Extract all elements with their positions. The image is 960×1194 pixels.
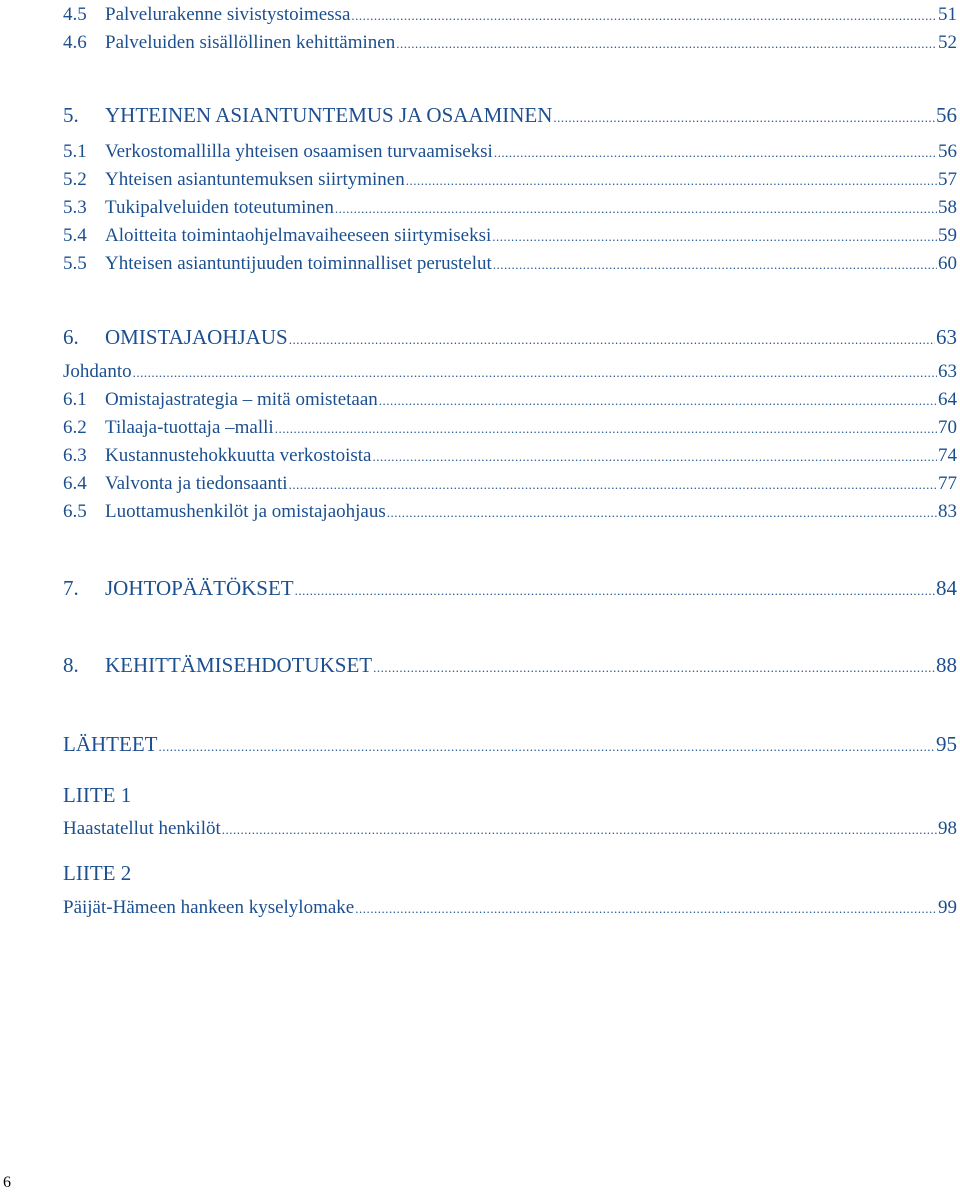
dot-leader bbox=[289, 477, 937, 493]
dot-leader bbox=[553, 110, 935, 126]
toc-heading-7[interactable] bbox=[63, 576, 957, 601]
entry-number: 5.2 bbox=[63, 169, 87, 190]
heading-title: KEHITTÄMISEHDOTUKSET bbox=[105, 653, 373, 677]
dot-leader bbox=[158, 739, 935, 755]
entry-number: 6.1 bbox=[63, 389, 87, 410]
entry-title: Tukipalveluiden toteutuminen bbox=[105, 197, 334, 218]
toc-entry-6-1[interactable] bbox=[63, 389, 957, 411]
toc-entry-6-3[interactable] bbox=[63, 445, 957, 467]
heading-number: 8. bbox=[63, 653, 79, 677]
entry-title: Päijät-Hämeen hankeen kyselylomake bbox=[63, 897, 355, 918]
entry-page: 51 bbox=[938, 4, 957, 25]
dot-leader bbox=[373, 449, 938, 465]
dot-leader bbox=[222, 822, 937, 838]
toc-entry-5-5[interactable] bbox=[63, 253, 957, 275]
entry-title: Yhteisen asiantuntijuuden toiminnalliset perustelut bbox=[105, 253, 492, 274]
dot-leader bbox=[379, 393, 937, 409]
entry-page: 64 bbox=[938, 389, 957, 410]
heading-title: OMISTAJAOHJAUS bbox=[105, 325, 288, 349]
entry-number: 6.5 bbox=[63, 501, 87, 522]
toc-entry-5-2[interactable] bbox=[63, 169, 957, 191]
entry-title: Luottamushenkilöt ja omistajaohjaus bbox=[105, 501, 386, 522]
heading-page: 56 bbox=[936, 103, 957, 127]
toc-entry-appendix-2[interactable] bbox=[63, 897, 957, 919]
entry-title: Valvonta ja tiedonsaanti bbox=[105, 473, 288, 494]
dot-leader bbox=[335, 201, 937, 217]
heading-page: 88 bbox=[936, 653, 957, 677]
entry-number: 6.3 bbox=[63, 445, 87, 466]
entry-title: Haastatellut henkilöt bbox=[63, 818, 221, 839]
entry-page: 59 bbox=[938, 225, 957, 246]
toc-entry-appendix-1[interactable] bbox=[63, 818, 957, 840]
toc-entry-johdanto[interactable] bbox=[63, 361, 957, 383]
heading-page: 63 bbox=[936, 325, 957, 349]
dot-leader bbox=[387, 505, 937, 521]
entry-number: 6.4 bbox=[63, 473, 87, 494]
toc-entry-5-3[interactable] bbox=[63, 197, 957, 219]
dot-leader bbox=[289, 332, 935, 348]
entry-page: 70 bbox=[938, 417, 957, 438]
heading-title: YHTEINEN ASIANTUNTEMUS JA OSAAMINEN bbox=[105, 103, 553, 127]
toc-entry-6-5[interactable] bbox=[63, 501, 957, 523]
dot-leader bbox=[373, 660, 935, 676]
dot-leader bbox=[493, 257, 937, 273]
entry-page: 57 bbox=[938, 169, 957, 190]
entry-page: 52 bbox=[938, 32, 957, 53]
entry-title: Omistajastrategia – mitä omistetaan bbox=[105, 389, 378, 410]
toc-entry-5-4[interactable] bbox=[63, 225, 957, 247]
entry-page: 98 bbox=[938, 818, 957, 839]
entry-page: 56 bbox=[938, 141, 957, 162]
dot-leader bbox=[492, 229, 937, 245]
heading-title: LÄHTEET bbox=[63, 732, 158, 756]
page-number: 6 bbox=[3, 1174, 11, 1191]
toc-entry-6-2[interactable] bbox=[63, 417, 957, 439]
appendix-1-label: LIITE 1 bbox=[63, 783, 132, 807]
entry-title: Aloitteita toimintaohjelmavaiheeseen siirtymiseksi bbox=[105, 225, 492, 246]
heading-page: 84 bbox=[936, 576, 957, 600]
entry-page: 58 bbox=[938, 197, 957, 218]
entry-title: Tilaaja-tuottaja –malli bbox=[105, 417, 274, 438]
entry-number: 4.5 bbox=[63, 4, 87, 25]
dot-leader bbox=[351, 8, 937, 24]
toc-heading-8[interactable] bbox=[63, 653, 957, 678]
entry-page: 83 bbox=[938, 501, 957, 522]
toc-entry-6-4[interactable] bbox=[63, 473, 957, 495]
entry-number: 5.1 bbox=[63, 141, 87, 162]
entry-title: Verkostomallilla yhteisen osaamisen turvaamiseksi bbox=[105, 141, 493, 162]
entry-title: Yhteisen asiantuntemuksen siirtyminen bbox=[105, 169, 405, 190]
dot-leader bbox=[494, 145, 937, 161]
dot-leader bbox=[406, 173, 937, 189]
entry-title: Palveluiden sisällöllinen kehittäminen bbox=[105, 32, 396, 53]
entry-title: Palvelurakenne sivistystoimessa bbox=[105, 4, 351, 25]
heading-number: 7. bbox=[63, 576, 79, 600]
toc-entry-4-5[interactable] bbox=[63, 4, 957, 26]
entry-number: 5.3 bbox=[63, 197, 87, 218]
heading-number: 5. bbox=[63, 103, 79, 127]
dot-leader bbox=[355, 901, 937, 917]
heading-page: 95 bbox=[936, 732, 957, 756]
toc-heading-5[interactable] bbox=[63, 103, 957, 128]
toc-heading-6[interactable] bbox=[63, 325, 957, 350]
entry-number: 5.4 bbox=[63, 225, 87, 246]
toc-entry-5-1[interactable] bbox=[63, 141, 957, 163]
toc-entry-4-6[interactable] bbox=[63, 32, 957, 54]
dot-leader bbox=[396, 36, 937, 52]
entry-title: Johdanto bbox=[63, 361, 132, 382]
entry-page: 60 bbox=[938, 253, 957, 274]
entry-number: 6.2 bbox=[63, 417, 87, 438]
entry-page: 99 bbox=[938, 897, 957, 918]
entry-page: 63 bbox=[938, 361, 957, 382]
entry-number: 5.5 bbox=[63, 253, 87, 274]
dot-leader bbox=[295, 583, 935, 599]
toc-heading-sources[interactable] bbox=[63, 732, 957, 757]
dot-leader bbox=[275, 421, 937, 437]
entry-title: Kustannustehokkuutta verkostoista bbox=[105, 445, 372, 466]
entry-number: 4.6 bbox=[63, 32, 87, 53]
dot-leader bbox=[133, 365, 937, 381]
entry-page: 77 bbox=[938, 473, 957, 494]
heading-number: 6. bbox=[63, 325, 79, 349]
appendix-2-label: LIITE 2 bbox=[63, 861, 132, 885]
entry-page: 74 bbox=[938, 445, 957, 466]
heading-title: JOHTOPÄÄTÖKSET bbox=[105, 576, 294, 600]
